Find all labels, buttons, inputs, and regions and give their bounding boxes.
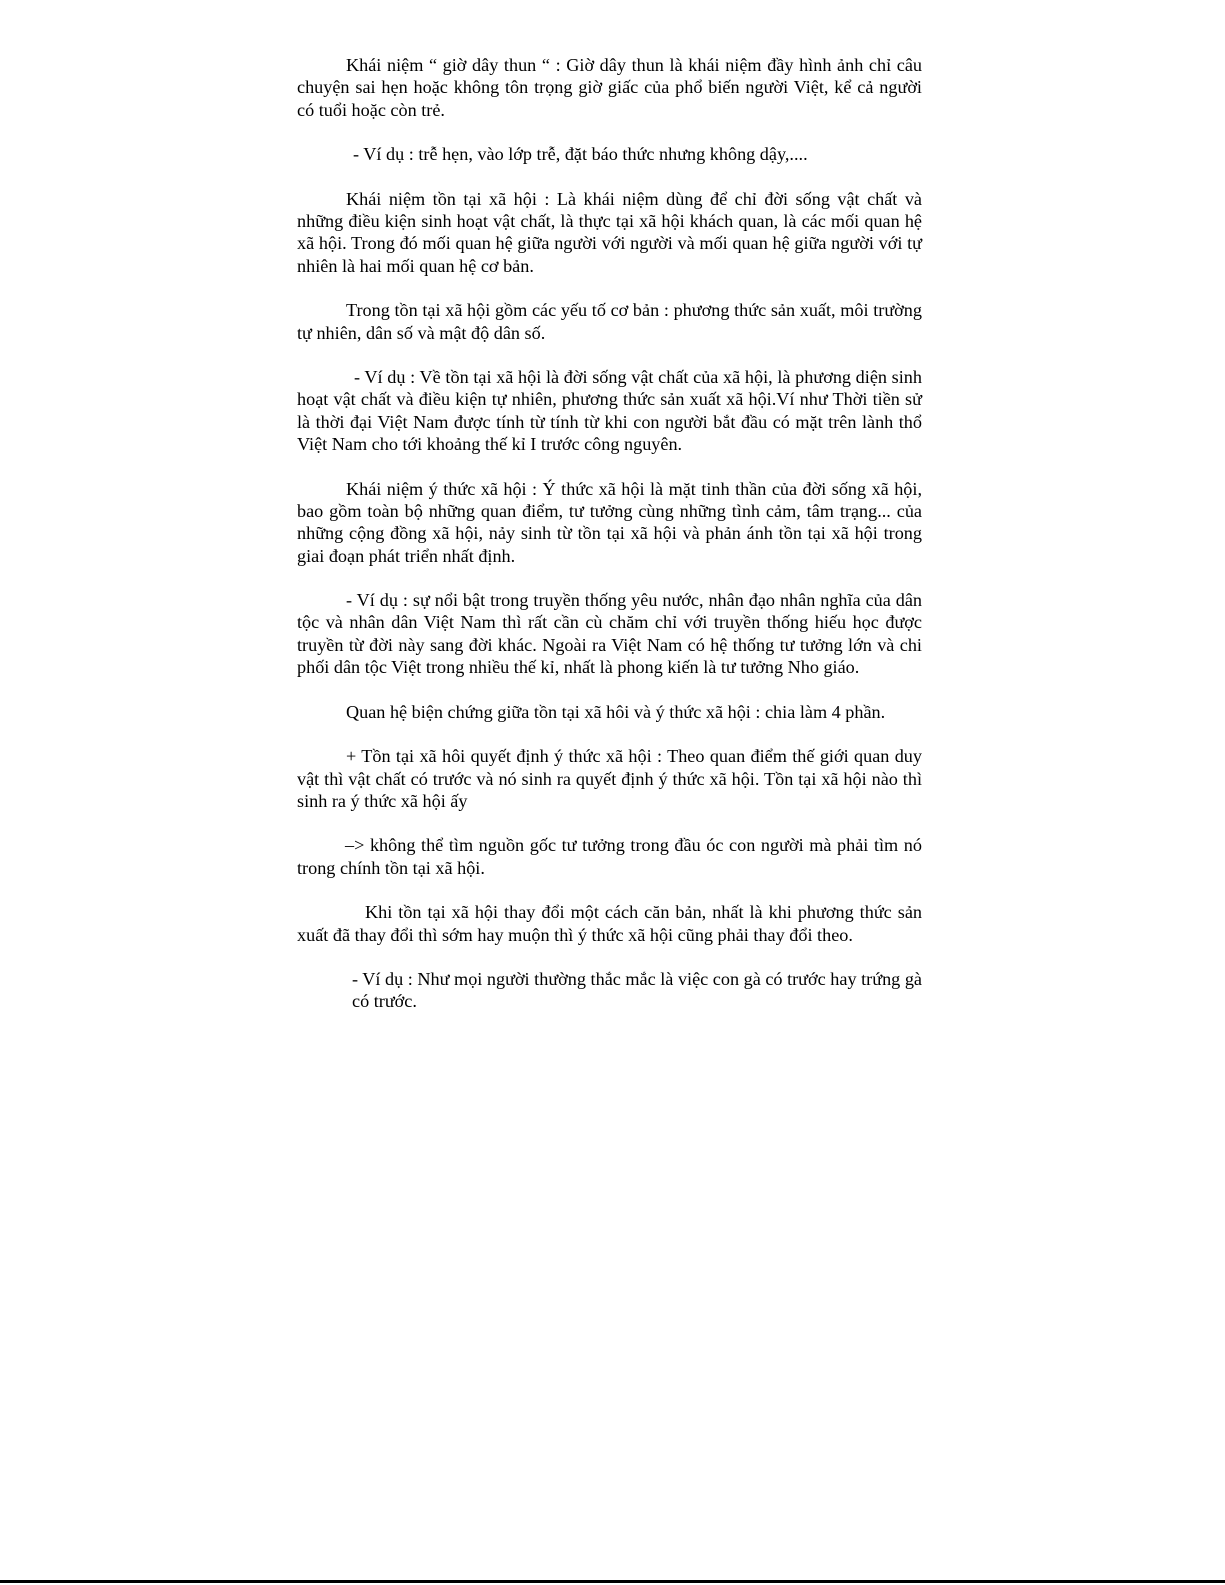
paragraph-ton-tai-xa-hoi-definition: Khái niệm tồn tại xã hội : Là khái niệm dùng để chỉ đời sống vật chất và những điều kiện sinh hoạt vật chất, là thực tại xã hội khách quan, là các mối quan hệ xã hội. Trong đó mối quan hệ giữa người với người và mối quan hệ giữa người với tự nhiên là hai mối quan hệ cơ bản.	[297, 188, 922, 276]
paragraph-thay-doi-can-ban: Khi tồn tại xã hội thay đổi một cách căn bản, nhất là khi phương thức sản xuất đã thay đổi thì sớm hay muộn thì ý thức xã hội cũng phải thay đổi theo.	[297, 902, 922, 945]
paragraph-nguon-goc-tu-tuong: –> không thể tìm nguồn gốc tư tưởng trong đầu óc con người mà phải tìm nó trong chính tồn tại xã hội.	[297, 835, 922, 878]
page-bottom-divider	[0, 1580, 1225, 1583]
document-page	[297, 54, 922, 1035]
paragraph-ton-tai-xa-hoi-elements: Trong tồn tại xã hội gồm các yếu tố cơ bản : phương thức sản xuất, môi trường tự nhiên, dân số và mật độ dân số.	[297, 300, 922, 343]
paragraph-gio-day-thun-definition: Khái niệm “ giờ dây thun “ : Giờ dây thun là khái niệm đầy hình ảnh chỉ câu chuyện sai hẹn hoặc không tôn trọng giờ giấc của phổ biến người Việt, kể cả người có tuổi hoặc còn trẻ.	[297, 55, 922, 120]
paragraph-con-ga-example: - Ví dụ : Như mọi người thường thắc mắc là việc con gà có trước hay trứng gà có trước.	[352, 969, 922, 1012]
paragraph-ton-tai-xa-hoi-example: - Ví dụ : Về tồn tại xã hội là đời sống vật chất của xã hội, là phương diện sinh hoạt vật chất và điều kiện tự nhiên, phương thức sản xuất xã hội.Ví như Thời tiền sử là thời đại Việt Nam được tính từ tính từ khi con người bắt đầu có mặt trên lành thổ Việt Nam cho tới khoảng thế kỉ I trước công nguyên.	[297, 367, 922, 455]
paragraph-ton-tai-quyet-dinh: + Tồn tại xã hôi quyết định ý thức xã hội : Theo quan điểm thế giới quan duy vật thì vật chất có trước và nó sinh ra quyết định ý thức xã hội. Tồn tại xã hội nào thì sinh ra ý thức xã hội ấy	[297, 746, 922, 811]
paragraph-y-thuc-xa-hoi-definition: Khái niệm ý thức xã hội : Ý thức xã hội là mặt tinh thần của đời sống xã hội, bao gồm toàn bộ những quan điểm, tư tưởng cùng những tình cảm, tâm trạng... của những cộng đồng xã hội, nảy sinh từ tồn tại xã hội và phản ánh tồn tại xã hội trong giai đoạn phát triển nhất định.	[297, 478, 922, 566]
paragraph-quan-he-bien-chung: Quan hệ biện chứng giữa tồn tại xã hôi và ý thức xã hội : chia làm 4 phần.	[346, 701, 886, 722]
paragraph-y-thuc-xa-hoi-example: - Ví dụ : sự nổi bật trong truyền thống yêu nước, nhân đạo nhân nghĩa của dân tộc và nhân dân Việt Nam thì rất cần cù chăm chỉ với truyền thống hiếu học được truyền từ đời này sang đời khác. Ngoài ra Việt Nam có hệ thống tư tưởng lớn và chi phối dân tộc Việt trong nhiều thế kỉ, nhất là phong kiến là tư tưởng Nho giáo.	[297, 590, 922, 678]
paragraph-gio-day-thun-example: - Ví dụ : trễ hẹn, vào lớp trễ, đặt báo thức nhưng không dậy,....	[353, 144, 808, 165]
